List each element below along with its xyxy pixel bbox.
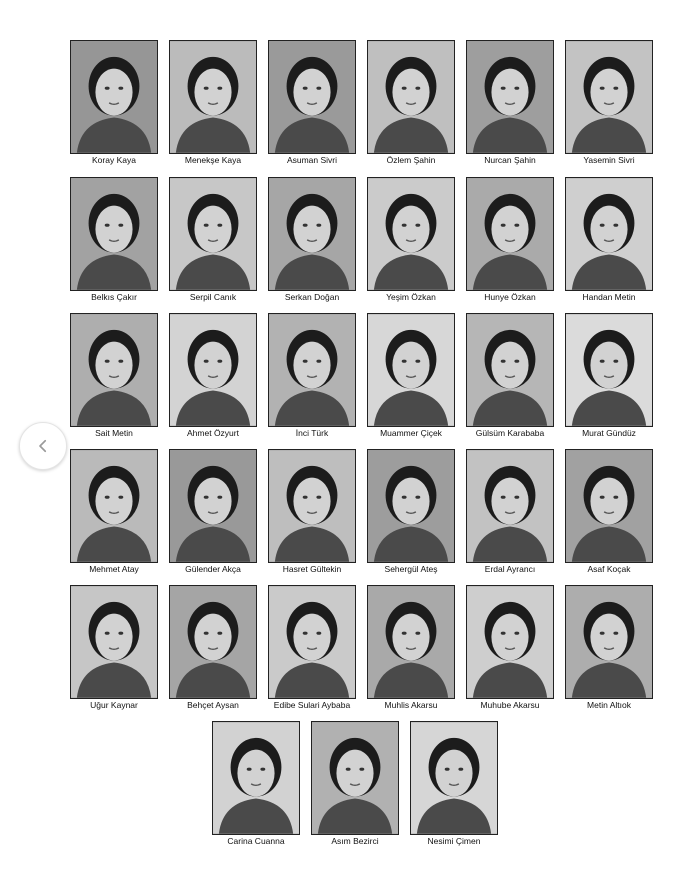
portrait-photo <box>466 177 554 291</box>
portrait-name: Uğur Kaynar <box>90 700 138 710</box>
portrait-card <box>169 177 257 307</box>
person-silhouette-icon <box>71 41 157 153</box>
portrait-card <box>268 177 356 307</box>
portrait-card <box>367 313 455 443</box>
portrait-name: Handan Metin <box>582 292 636 302</box>
portrait-name: Hunye Özkan <box>484 292 536 302</box>
portrait-name: Asuman Sivri <box>286 155 338 165</box>
portrait-name: İnci Türk <box>295 428 329 438</box>
portrait-name: Gülender Akça <box>185 564 241 574</box>
portrait-card <box>466 585 554 715</box>
portrait-photo <box>169 177 257 291</box>
portrait-photo <box>565 177 653 291</box>
person-silhouette-icon <box>170 586 256 698</box>
person-silhouette-icon <box>71 586 157 698</box>
portrait-name: Özlem Şahin <box>386 155 436 165</box>
person-silhouette-icon <box>213 722 299 834</box>
portrait-name: Sait Metin <box>95 428 133 438</box>
person-silhouette-icon <box>312 722 398 834</box>
portrait-card <box>268 313 356 443</box>
portrait-card <box>367 449 455 579</box>
portrait-card <box>466 40 554 170</box>
person-silhouette-icon <box>269 586 355 698</box>
person-silhouette-icon <box>71 178 157 290</box>
portrait-photo <box>70 585 158 699</box>
portrait-photo <box>70 313 158 427</box>
portrait-card <box>169 585 257 715</box>
person-silhouette-icon <box>269 41 355 153</box>
portrait-photo <box>169 449 257 563</box>
person-silhouette-icon <box>467 178 553 290</box>
person-silhouette-icon <box>170 178 256 290</box>
portrait-card <box>466 313 554 443</box>
portrait-name: Edibe Sulari Aybaba <box>273 700 351 710</box>
portrait-card <box>565 313 653 443</box>
person-silhouette-icon <box>170 314 256 426</box>
portrait-card <box>565 40 653 170</box>
portrait-name: Behçet Aysan <box>187 700 239 710</box>
portrait-photo <box>311 721 399 835</box>
portrait-photo <box>70 177 158 291</box>
portrait-photo <box>367 585 455 699</box>
person-silhouette-icon <box>368 450 454 562</box>
portrait-card <box>565 449 653 579</box>
person-silhouette-icon <box>368 178 454 290</box>
portrait-name: Serkan Doğan <box>284 292 340 302</box>
portrait-photo <box>169 40 257 154</box>
chevron-left-icon <box>34 437 52 455</box>
portrait-card <box>311 721 399 851</box>
portrait-card <box>70 449 158 579</box>
person-silhouette-icon <box>368 586 454 698</box>
portrait-card <box>169 313 257 443</box>
person-silhouette-icon <box>467 41 553 153</box>
person-silhouette-icon <box>170 41 256 153</box>
person-silhouette-icon <box>566 178 652 290</box>
portrait-card <box>268 40 356 170</box>
portrait-card <box>70 585 158 715</box>
person-silhouette-icon <box>467 450 553 562</box>
portrait-card <box>367 585 455 715</box>
portrait-photo <box>169 585 257 699</box>
portrait-name: Koray Kaya <box>92 155 136 165</box>
portrait-name: Nesimi Çimen <box>427 836 481 846</box>
portrait-card <box>268 585 356 715</box>
portrait-name: Asaf Koçak <box>587 564 631 574</box>
portrait-photo <box>367 177 455 291</box>
portrait-photo <box>70 40 158 154</box>
person-silhouette-icon <box>269 314 355 426</box>
portrait-card <box>268 449 356 579</box>
portrait-card <box>70 177 158 307</box>
portrait-card <box>367 177 455 307</box>
person-silhouette-icon <box>71 314 157 426</box>
portrait-photo <box>268 40 356 154</box>
portrait-photo <box>268 177 356 291</box>
portrait-photo <box>367 40 455 154</box>
portrait-card <box>565 585 653 715</box>
person-silhouette-icon <box>368 314 454 426</box>
person-silhouette-icon <box>566 41 652 153</box>
portrait-card <box>466 449 554 579</box>
portrait-card <box>410 721 498 851</box>
portrait-name: Ahmet Özyurt <box>187 428 239 438</box>
portrait-name: Belkıs Çakır <box>91 292 137 302</box>
portrait-photo <box>466 313 554 427</box>
portrait-name: Muhlis Akarsu <box>384 700 438 710</box>
person-silhouette-icon <box>467 586 553 698</box>
portrait-name: Asım Bezirci <box>331 836 379 846</box>
portrait-photo <box>367 313 455 427</box>
portrait-name: Erdal Ayrancı <box>484 564 536 574</box>
portrait-photo <box>466 585 554 699</box>
portrait-name: Murat Gündüz <box>582 428 636 438</box>
person-silhouette-icon <box>566 314 652 426</box>
portrait-card <box>212 721 300 851</box>
portrait-photo <box>466 40 554 154</box>
portrait-photo <box>565 585 653 699</box>
portrait-name: Hasret Gültekin <box>282 564 342 574</box>
portrait-photo <box>70 449 158 563</box>
portrait-photo <box>212 721 300 835</box>
portrait-photo <box>565 313 653 427</box>
person-silhouette-icon <box>269 450 355 562</box>
person-silhouette-icon <box>170 450 256 562</box>
person-silhouette-icon <box>566 586 652 698</box>
portrait-card <box>70 313 158 443</box>
portrait-name: Mehmet Atay <box>89 564 139 574</box>
portrait-card <box>367 40 455 170</box>
portrait-photo <box>268 313 356 427</box>
portrait-name: Yeşim Özkan <box>386 292 436 302</box>
portrait-name: Serpil Canık <box>189 292 237 302</box>
portrait-name: Sehergül Ateş <box>384 564 438 574</box>
portrait-photo <box>268 585 356 699</box>
portrait-name: Yasemin Sivri <box>583 155 635 165</box>
carousel-prev-button[interactable] <box>19 422 67 470</box>
portrait-name: Nurcan Şahin <box>484 155 536 165</box>
portrait-name: Gülsüm Karababa <box>475 428 545 438</box>
person-silhouette-icon <box>368 41 454 153</box>
portrait-name: Metin Altıok <box>587 700 631 710</box>
portrait-photo <box>565 449 653 563</box>
portrait-photo <box>169 313 257 427</box>
portrait-card <box>565 177 653 307</box>
portrait-name: Muammer Çiçek <box>380 428 442 438</box>
person-silhouette-icon <box>467 314 553 426</box>
portrait-photo <box>410 721 498 835</box>
portrait-card <box>169 449 257 579</box>
person-silhouette-icon <box>411 722 497 834</box>
portrait-photo <box>268 449 356 563</box>
portrait-card <box>169 40 257 170</box>
portrait-photo <box>466 449 554 563</box>
person-silhouette-icon <box>566 450 652 562</box>
portrait-name: Carina Cuanna <box>227 836 285 846</box>
person-silhouette-icon <box>269 178 355 290</box>
portrait-card <box>466 177 554 307</box>
portrait-photo <box>367 449 455 563</box>
portrait-photo <box>565 40 653 154</box>
portrait-name: Muhube Akarsu <box>480 700 540 710</box>
portrait-name: Menekşe Kaya <box>184 155 242 165</box>
person-silhouette-icon <box>71 450 157 562</box>
portrait-card <box>70 40 158 170</box>
